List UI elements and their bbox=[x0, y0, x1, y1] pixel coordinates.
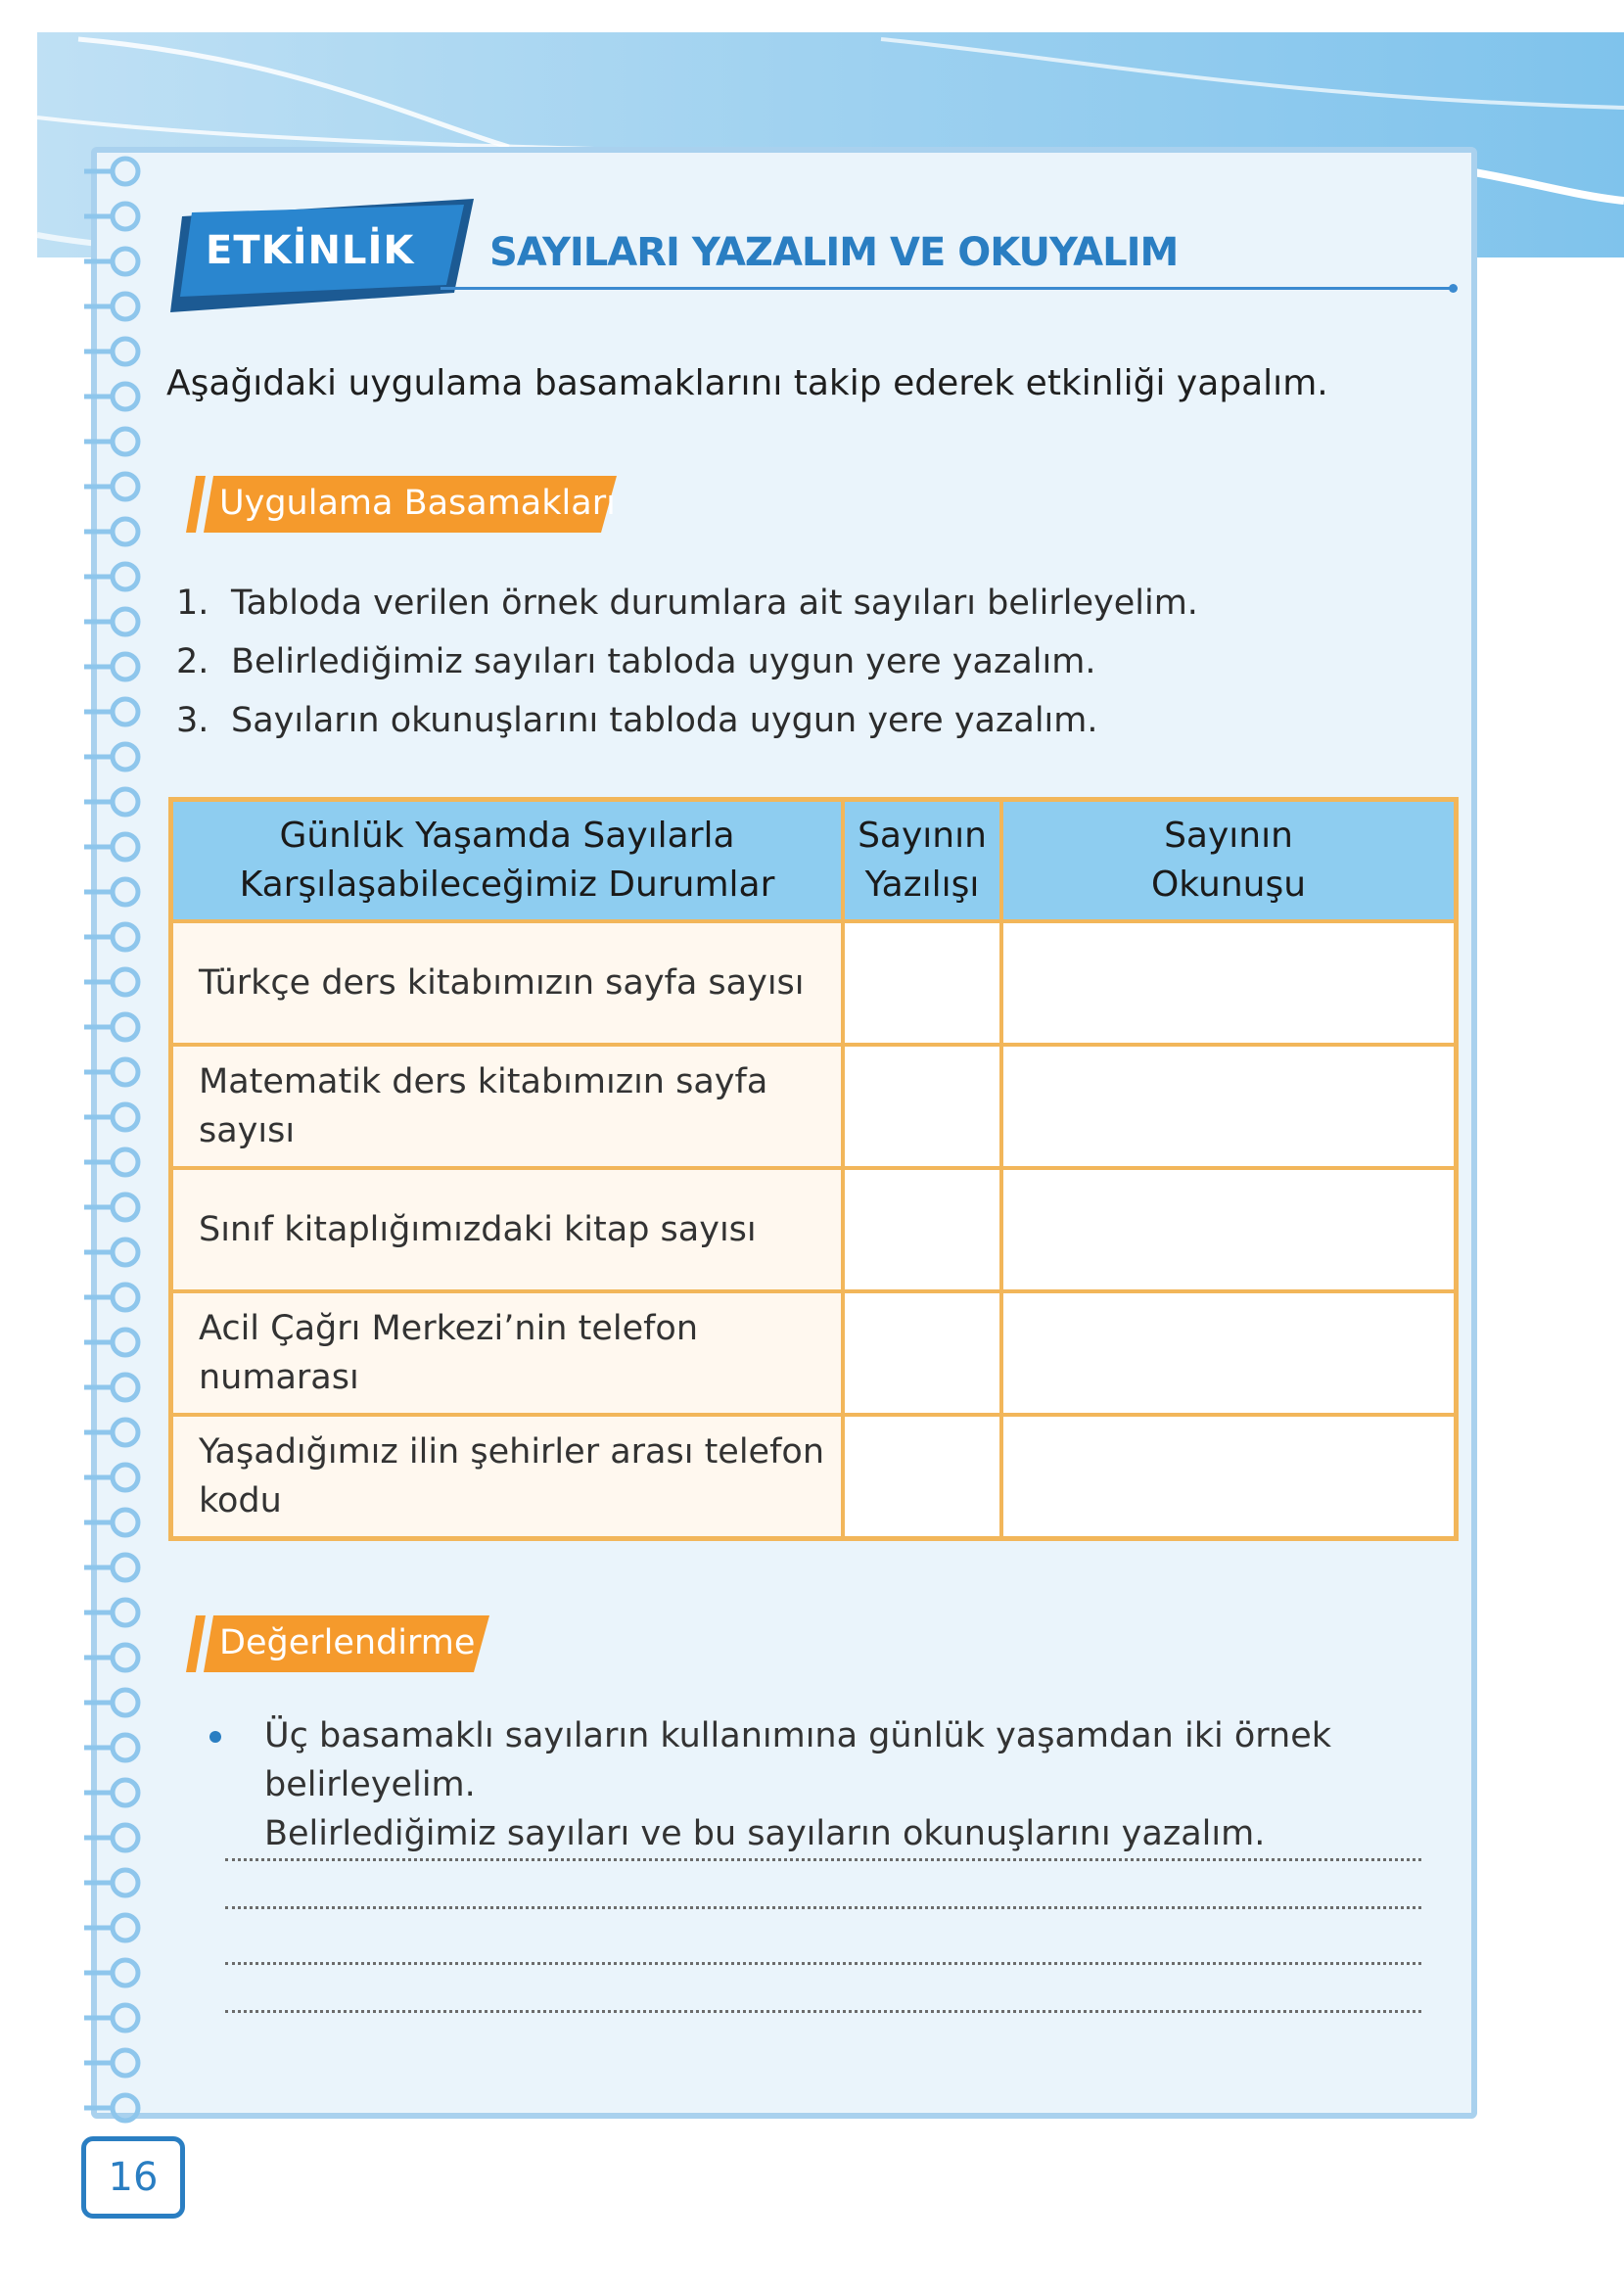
situation-text: Matematik ders kitabımızın sayfa sayısı bbox=[199, 1062, 768, 1150]
situation-cell bbox=[171, 1291, 843, 1415]
situation-text: Sınıf kitaplığımızdaki kitap sayısı bbox=[199, 1210, 757, 1249]
step-number: 1. bbox=[176, 584, 209, 623]
table-row bbox=[171, 1291, 1456, 1415]
table-header-row bbox=[171, 800, 1456, 921]
title-underline-dot bbox=[1449, 284, 1458, 293]
answer-line[interactable] bbox=[225, 1858, 1421, 1861]
bullet-line: Üç basamaklı sayıların kullanımına günlük yaşamdan iki örnek belirleyelim. bbox=[264, 1716, 1331, 1804]
table-row bbox=[171, 921, 1456, 1045]
reading-answer-cell[interactable] bbox=[1001, 921, 1456, 1045]
writing-answer-cell[interactable] bbox=[843, 1291, 1001, 1415]
writing-answer-cell[interactable] bbox=[843, 1415, 1001, 1538]
table-row bbox=[171, 1168, 1456, 1291]
situation-text: Türkçe ders kitabımızın sayfa sayısı bbox=[199, 963, 805, 1003]
steps-list bbox=[176, 574, 1198, 750]
situation-cell bbox=[171, 1045, 843, 1168]
evaluation-section-label bbox=[186, 1615, 489, 1672]
situation-cell bbox=[171, 921, 843, 1045]
writing-answer-cell[interactable] bbox=[843, 1168, 1001, 1291]
writing-answer-cell[interactable] bbox=[843, 921, 1001, 1045]
header-line: Günlük Yaşamda Sayılarla bbox=[279, 816, 735, 856]
header-line: Karşılaşabileceğimiz Durumlar bbox=[239, 865, 775, 905]
step-text: Sayıların okunuşlarını tabloda uygun yere yazalım. bbox=[231, 701, 1098, 740]
header-line: Sayının bbox=[1164, 816, 1293, 856]
situation-text: kodu bbox=[199, 1481, 282, 1520]
evaluation-bullet bbox=[213, 1711, 1457, 1858]
table-row bbox=[171, 1415, 1456, 1538]
spiral-binding bbox=[76, 147, 155, 2134]
evaluation-label-text: Değerlendirme bbox=[219, 1623, 476, 1662]
step-number: 3. bbox=[176, 701, 209, 740]
reading-answer-cell[interactable] bbox=[1001, 1291, 1456, 1415]
step-number: 2. bbox=[176, 642, 209, 681]
header-writing bbox=[843, 800, 1001, 921]
situation-cell bbox=[171, 1168, 843, 1291]
page-title: SAYILARI YAZALIM VE OKUYALIM bbox=[489, 230, 1179, 275]
step-item bbox=[176, 632, 1198, 691]
reading-answer-cell[interactable] bbox=[1001, 1045, 1456, 1168]
step-text: Belirlediğimiz sayıları tabloda uygun yere yazalım. bbox=[231, 642, 1096, 681]
bullet-dot-icon bbox=[209, 1731, 221, 1743]
numbers-table bbox=[168, 797, 1459, 1541]
bullet-line: Belirlediğimiz sayıları ve bu sayıların okunuşlarını yazalım. bbox=[264, 1814, 1266, 1853]
title-underline bbox=[441, 287, 1455, 290]
answer-line[interactable] bbox=[225, 1906, 1421, 1909]
bullet-text bbox=[264, 1711, 1457, 1858]
step-item bbox=[176, 574, 1198, 632]
reading-answer-cell[interactable] bbox=[1001, 1168, 1456, 1291]
table-row bbox=[171, 1045, 1456, 1168]
answer-line[interactable] bbox=[225, 2010, 1421, 2013]
step-text: Tabloda verilen örnek durumlara ait sayıları belirleyelim. bbox=[231, 584, 1198, 623]
writing-answer-cell[interactable] bbox=[843, 1045, 1001, 1168]
header-line: Sayının bbox=[858, 816, 987, 856]
answer-line[interactable] bbox=[225, 1962, 1421, 1965]
step-item bbox=[176, 691, 1198, 750]
page-number: 16 bbox=[81, 2136, 185, 2219]
header-line: Yazılışı bbox=[864, 865, 980, 905]
activity-tag: ETKİNLİK bbox=[206, 228, 415, 273]
steps-label-text: Uygulama Basamakları bbox=[219, 484, 616, 523]
header-line: Okunuşu bbox=[1150, 865, 1307, 905]
intro-text: Aşağıdaki uygulama basamaklarını takip ederek etkinliği yapalım. bbox=[166, 363, 1328, 403]
header-situations bbox=[171, 800, 843, 921]
situation-text: Yaşadığımız ilin şehirler arası telefon bbox=[199, 1432, 825, 1472]
steps-section-label bbox=[186, 476, 617, 533]
header-reading bbox=[1001, 800, 1456, 921]
situation-text: Acil Çağrı Merkezi’nin telefon numarası bbox=[199, 1309, 699, 1397]
reading-answer-cell[interactable] bbox=[1001, 1415, 1456, 1538]
situation-cell bbox=[171, 1415, 843, 1538]
